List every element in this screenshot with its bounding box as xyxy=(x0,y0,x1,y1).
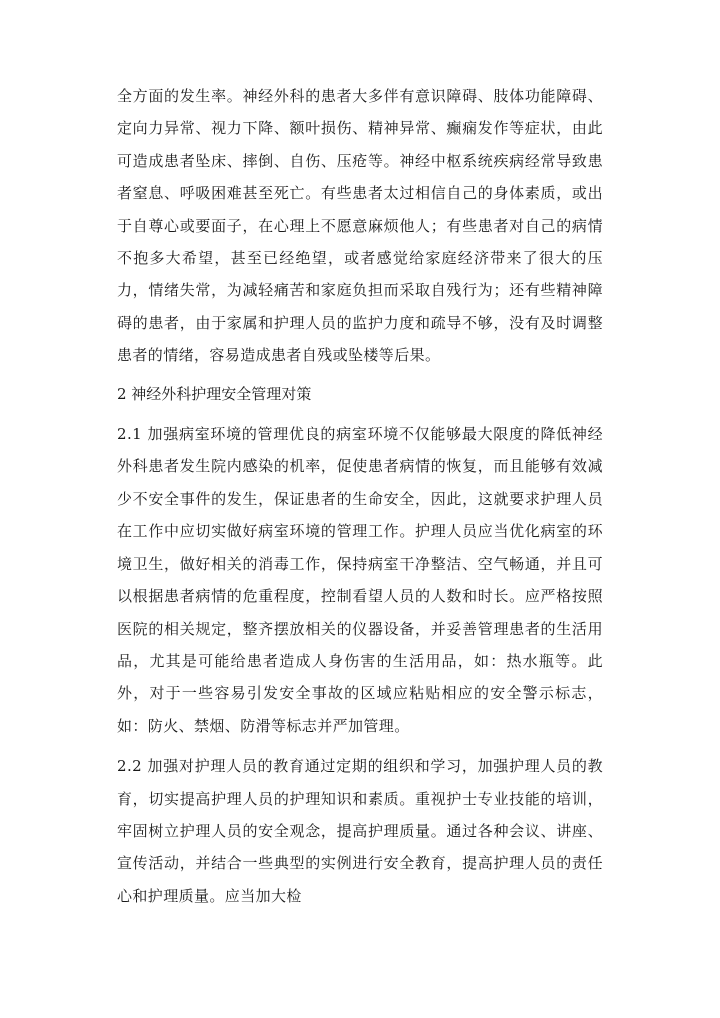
section-heading: 2 神经外科护理安全管理对策 xyxy=(117,384,312,403)
body-paragraph: 2.2 加强对护理人员的教育通过定期的组织和学习，加强护理人员的教育，切实提高护理人员的护理知识和素质。重视护士专业技能的培训，牢固树立护理人员的安全观念，提高护理质量。通过各种会议、讲座、宣传活动，并结合一些典型的实例进行安全教育，提高护理人员的责任心和护理质量。应当加大检 xyxy=(117,757,603,905)
body-paragraph: 2.1 加强病室环境的管理优良的病室环境不仅能够最大限度的降低神经外科患者发生院内感染的机率，促使患者病情的恢复，而且能够有效减少不安全事件的发生，保证患者的生命安全，因此，这就要求护理人员在工作中应切实做好病室环境的管理工作。护理人员应当优化病室的环境卫生，做好相关的消毒工作，保持病室干净整洁、空气畅通，并且可以根据患者病情的危重程度，控制看望人员的人数和时长。应严格按照医院的相关规定，整齐摆放相关的仪器设备，并妥善管理患者的生活用品，尤其是可能给患者造成人身伤害的生活用品，如：热水瓶等。此外，对于一些容易引发安全事故的区域应粘贴相应的安全警示标志，如：防火、禁烟、防滑等标志并严加管理。 xyxy=(117,425,603,735)
body-paragraph: 全方面的发生率。神经外科的患者大多伴有意识障碍、肢体功能障碍、定向力异常、视力下降、额叶损伤、精神异常、癫痫发作等症状，由此可造成患者坠床、摔倒、自伤、压疮等。神经中枢系统疾病经常导致患者窒息、呼吸困难甚至死亡。有些患者太过相信自己的身体素质，或出于自尊心或要面子，在心理上不愿意麻烦他人；有些患者对自己的病情不抱多大希望，甚至已经绝望，或者感觉给家庭经济带来了很大的压力，情绪失常，为减轻痛苦和家庭负担而采取自残行为；还有些精神障碍的患者，由于家属和护理人员的监护力度和疏导不够，没有及时调整患者的情绪，容易造成患者自残或坠楼等后果。 xyxy=(117,87,603,365)
document-page xyxy=(117,80,603,912)
